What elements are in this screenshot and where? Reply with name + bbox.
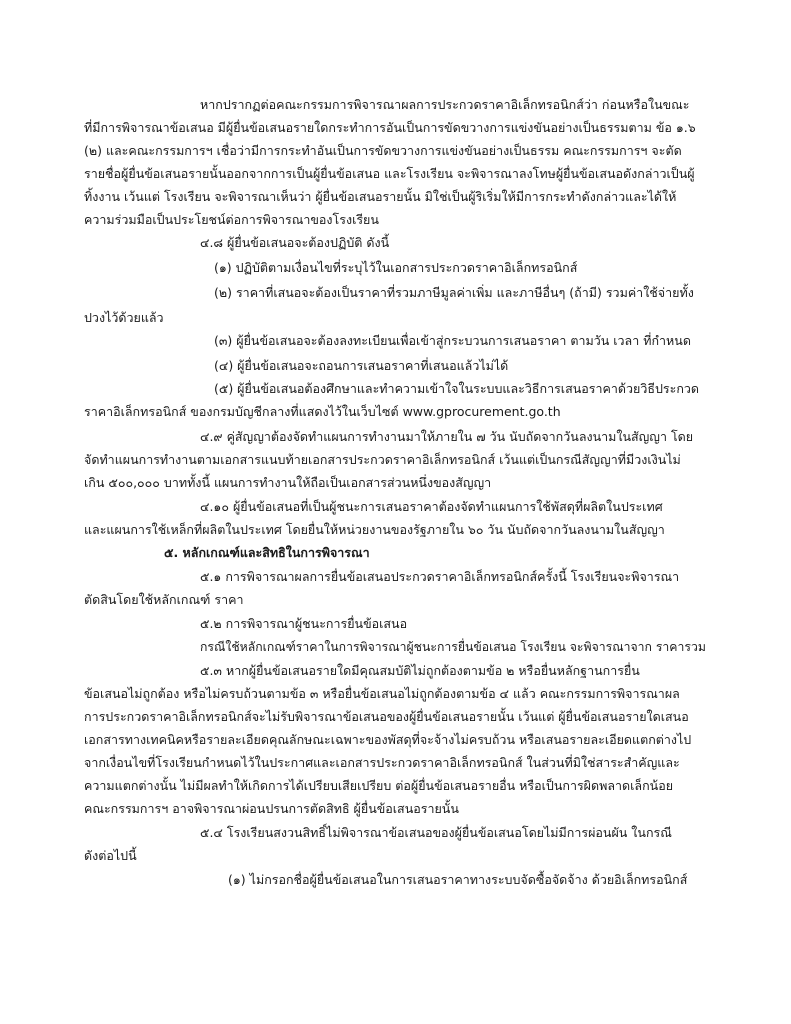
clause-4-9-cont-2: เกิน ๕๐๐,๐๐๐ บาททั้งนี้ แผนการทำงานให้ถือเป็นเอกสารส่วนหนึ่งของสัญญา xyxy=(84,475,492,490)
para-line-5: ทิ้งงาน เว้นแต่ โรงเรียน จะพิจารณาเห็นว่า ผู้ยื่นข้อเสนอรายนั้น มิใช่เป็นผู้ริเริ่มให้มีการกระทำดังกล่าวและได้ให้ xyxy=(84,189,677,204)
para-line-3: (๒) และคณะกรรมการฯ เชื่อว่ามีการกระทำอันเป็นการขัดขวางการแข่งขันอย่างเป็นธรรม คณะกรรมการฯ จะตัด xyxy=(84,143,682,158)
clause-4-10-cont: และแผนการใช้เหล็กที่ผลิตในประเทศ โดยยื่นให้หน่วยงานของรัฐภายใน ๖๐ วัน นับถัดจากวันลงนามในสัญญา xyxy=(84,522,665,537)
clause-5-4: ๕.๔ โรงเรียนสงวนสิทธิ์ไม่พิจารณาข้อเสนอของผู้ยื่นข้อเสนอโดยไม่มีการผ่อนผัน ในกรณี xyxy=(200,825,672,840)
clause-5-3-cont-2: การประกวดราคาอิเล็กทรอนิกส์จะไม่รับพิจารณาข้อเสนอของผู้ยื่นข้อเสนอรายนั้น เว้นแต่ ผู้ยื่นข้อเสนอรายใดเสนอ xyxy=(84,709,689,724)
clause-5-3: ๕.๓ หากผู้ยื่นข้อเสนอรายใดมีคุณสมบัติไม่ถูกต้องตามข้อ ๒ หรือยื่นหลักฐานการยื่น xyxy=(200,663,640,678)
clause-5-3-cont-6: คณะกรรมการฯ อาจพิจารณาผ่อนปรนการตัดสิทธิ ผู้ยื่นข้อเสนอรายนั้น xyxy=(84,801,459,816)
clause-5-3-cont-5: ความแตกต่างนั้น ไม่มีผลทำให้เกิดการได้เปรียบเสียเปรียบ ต่อผู้ยื่นข้อเสนอรายอื่น หรือเป็นการผิดพลาดเล็กน้อย xyxy=(84,778,674,793)
clause-4-8-item-4: (๔) ผู้ยื่นข้อเสนอจะถอนการเสนอราคาที่เสนอแล้วไม่ได้ xyxy=(214,358,509,373)
para-line-4: รายชื่อผู้ยื่นข้อเสนอรายนั้นออกจากการเป็นผู้ยื่นข้อเสนอ และโรงเรียน จะพิจารณาลงโทษผู้ยื่นข้อเสนอดังกล่าวเป็นผู้ xyxy=(84,166,695,181)
clause-4-8-item-5-cont: ราคาอิเล็กทรอนิกส์ ของกรมบัญชีกลางที่แสดงไว้ในเว็บไซต์ www.gprocurement.go.th xyxy=(84,404,561,419)
clause-5-2-detail: กรณีใช้หลักเกณฑ์ราคาในการพิจารณาผู้ชนะการยื่นข้อเสนอ โรงเรียน จะพิจารณาจาก ราคารวม xyxy=(200,640,706,654)
clause-4-9: ๔.๙ คู่สัญญาต้องจัดทำแผนการทำงานมาให้ภายใน ๗ วัน นับถัดจากวันลงนามในสัญญา โดย xyxy=(200,429,694,444)
clause-4-8: ๔.๘ ผู้ยื่นข้อเสนอจะต้องปฏิบัติ ดังนี้ xyxy=(200,235,390,250)
clause-5-1-cont: ตัดสินโดยใช้หลักเกณฑ์ ราคา xyxy=(84,592,244,607)
clause-5-2: ๕.๒ การพิจารณาผู้ชนะการยื่นข้อเสนอ xyxy=(200,616,408,631)
clause-5-4-item-1: (๑) ไม่กรอกชื่อผู้ยื่นข้อเสนอในการเสนอราคาทางระบบจัดซื้อจัดจ้าง ด้วยอิเล็กทรอนิกส์ xyxy=(228,872,688,887)
clause-4-8-item-2-cont: ปวงไว้ด้วยแล้ว xyxy=(84,310,164,325)
clause-5-3-cont-1: ข้อเสนอไม่ถูกต้อง หรือไม่ครบถ้วนตามข้อ ๓ หรือยื่นข้อเสนอไม่ถูกต้องตามข้อ ๔ แล้ว คณะกรรมการพิจารณาผล xyxy=(84,686,680,701)
clause-4-10: ๔.๑๐ ผู้ยื่นข้อเสนอที่เป็นผู้ชนะการเสนอราคาต้องจัดทำแผนการใช้พัสดุที่ผลิตในประเทศ xyxy=(200,499,663,514)
para-line-1: หากปรากฏต่อคณะกรรมการพิจารณาผลการประกวดราคาอิเล็กทรอนิกส์ว่า ก่อนหรือในขณะ xyxy=(200,97,690,112)
clause-5-4-cont: ดังต่อไปนี้ xyxy=(84,848,137,863)
clause-5-3-cont-3: เอกสารทางเทคนิคหรือรายละเอียดคุณลักษณะเฉพาะของพัสดุที่จะจ้างไม่ครบถ้วน หรือเสนอรายละเอียดแตกต่างไป xyxy=(84,732,692,747)
clause-4-8-item-3: (๓) ผู้ยื่นข้อเสนอจะต้องลงทะเบียนเพื่อเข้าสู่กระบวนการเสนอราคา ตามวัน เวลา ที่กำหนด xyxy=(214,333,691,348)
clause-5-1: ๕.๑ การพิจารณาผลการยื่นข้อเสนอประกวดราคาอิเล็กทรอนิกส์ครั้งนี้ โรงเรียนจะพิจารณา xyxy=(200,569,680,584)
para-line-2: ที่มีการพิจารณาข้อเสนอ มีผู้ยื่นข้อเสนอรายใดกระทำการอันเป็นการขัดขวางการแข่งขันอย่างเป็นธรรมตาม ข้อ ๑.๖ xyxy=(84,120,696,135)
clause-4-8-item-5: (๕) ผู้ยื่นข้อเสนอต้องศึกษาและทำความเข้าใจในระบบและวิธีการเสนอราคาด้วยวิธีประกวด xyxy=(214,381,700,396)
section-5-heading: ๕. หลักเกณฑ์และสิทธิในการพิจารณา xyxy=(164,545,370,560)
para-line-6: ความร่วมมือเป็นประโยชน์ต่อการพิจารณาของโรงเรียน xyxy=(84,212,379,227)
clause-4-9-cont-1: จัดทำแผนการทำงานตามเอกสารแนบท้ายเอกสารประกวดราคาอิเล็กทรอนิกส์ เว้นแต่เป็นกรณีสัญญาที่มีวงเงินไม่ xyxy=(84,452,681,467)
clause-4-8-item-2: (๒) ราคาที่เสนอจะต้องเป็นราคาที่รวมภาษีมูลค่าเพิ่ม และภาษีอื่นๆ (ถ้ามี) รวมค่าใช้จ่ายทั้ง xyxy=(214,285,694,300)
clause-5-3-cont-4: จากเงื่อนไขที่โรงเรียนกำหนดไว้ในประกาศและเอกสารประกวดราคาอิเล็กทรอนิกส์ ในส่วนที่มิใช่สาระสำคัญและ xyxy=(84,755,680,770)
clause-4-8-item-1: (๑) ปฏิบัติตามเงื่อนไขที่ระบุไว้ในเอกสารประกวดราคาอิเล็กทรอนิกส์ xyxy=(214,260,578,275)
